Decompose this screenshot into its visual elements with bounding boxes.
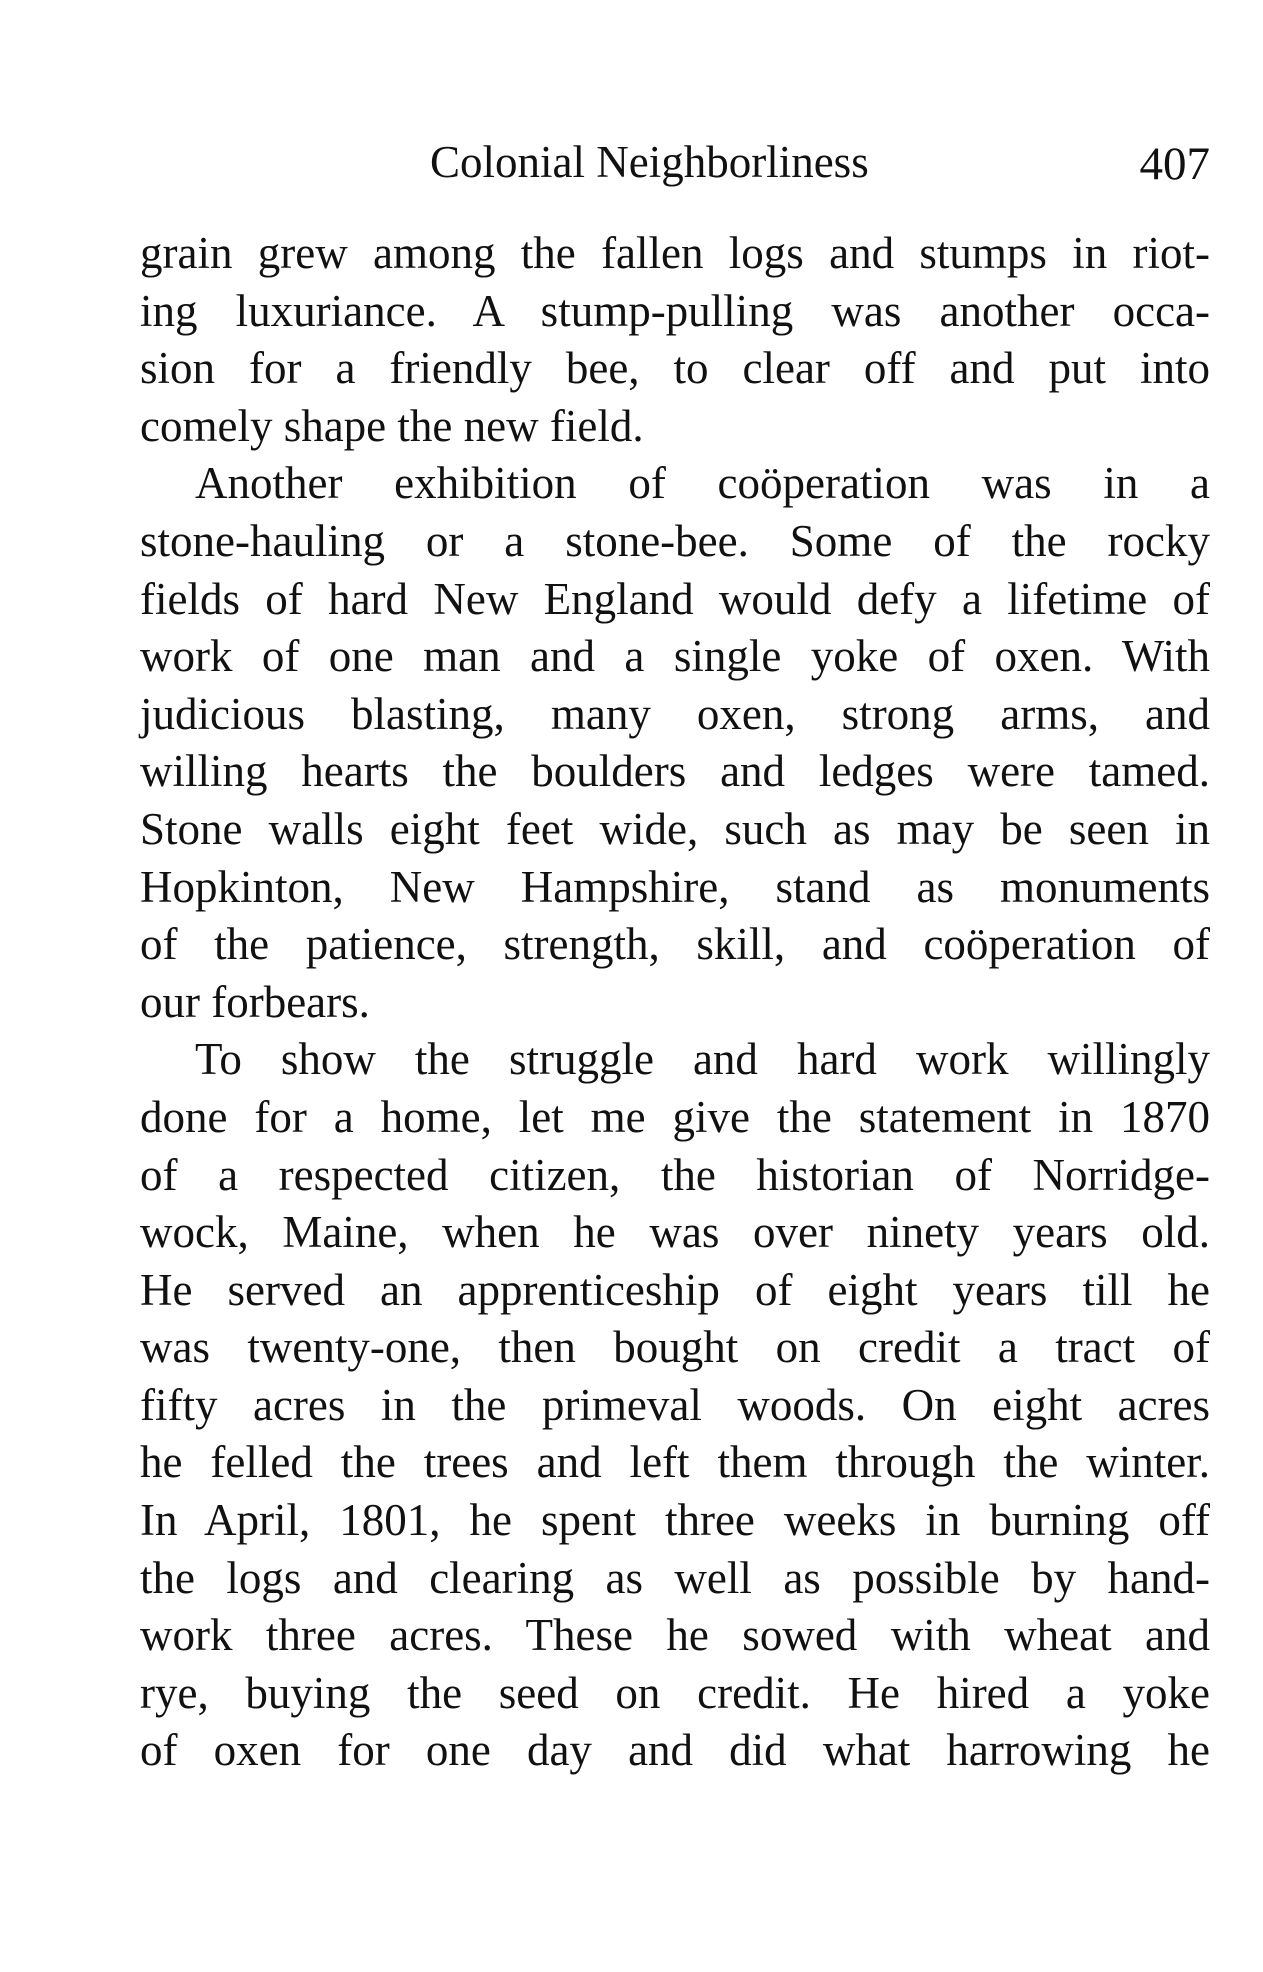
body-text: [140, 225, 1210, 1780]
text-line: Hopkinton, New Hampshire, stand as monuments: [140, 861, 1210, 912]
text-line: fields of hard New England would defy a lifetime of: [140, 573, 1210, 624]
paragraph-start-line: Another exhibition of coöperation was in a: [195, 458, 1210, 509]
text-line: our forbears.: [140, 976, 370, 1027]
text-line: work of one man and a single yoke of oxen. With: [140, 631, 1210, 682]
text-line: of the patience, strength, skill, and coöperation of: [140, 919, 1210, 970]
text-line: wock, Maine, when he was over ninety years old.: [140, 1207, 1210, 1258]
text-line: Stone walls eight feet wide, such as may be seen in: [140, 803, 1210, 854]
text-line: stone-hauling or a stone-bee. Some of the rocky: [140, 515, 1210, 566]
text-line: willing hearts the boulders and ledges were tamed.: [140, 746, 1210, 797]
text-line: ing luxuriance. A stump-pulling was another occa-: [140, 285, 1210, 336]
text-line: of oxen for one day and did what harrowing he: [140, 1725, 1210, 1776]
text-line: he felled the trees and left them through the winter.: [140, 1437, 1210, 1488]
text-line: sion for a friendly bee, to clear off and put into: [140, 343, 1210, 394]
text-line: of a respected citizen, the historian of Norridge-: [140, 1149, 1210, 1200]
text-line: comely shape the new field.: [140, 400, 644, 451]
text-line: was twenty-one, then bought on credit a tract of: [140, 1322, 1210, 1373]
text-line: He served an apprenticeship of eight years till he: [140, 1264, 1210, 1315]
text-line: In April, 1801, he spent three weeks in burning off: [140, 1495, 1210, 1546]
paragraph-start-line: To show the struggle and hard work willingly: [195, 1034, 1210, 1085]
running-head: [140, 132, 1210, 192]
text-line: grain grew among the fallen logs and stumps in riot-: [140, 228, 1210, 278]
running-title: Colonial Neighborliness: [430, 137, 869, 187]
text-line: done for a home, let me give the statement in 1870: [140, 1091, 1210, 1142]
text-line: fifty acres in the primeval woods. On eight acres: [140, 1379, 1210, 1430]
text-line: the logs and clearing as well as possible by hand-: [140, 1552, 1210, 1603]
page-number: 407: [1139, 138, 1210, 190]
text-line: judicious blasting, many oxen, strong arms, and: [140, 688, 1210, 739]
text-line: work three acres. These he sowed with wheat and: [140, 1610, 1210, 1661]
text-line: rye, buying the seed on credit. He hired a yoke: [140, 1667, 1210, 1718]
